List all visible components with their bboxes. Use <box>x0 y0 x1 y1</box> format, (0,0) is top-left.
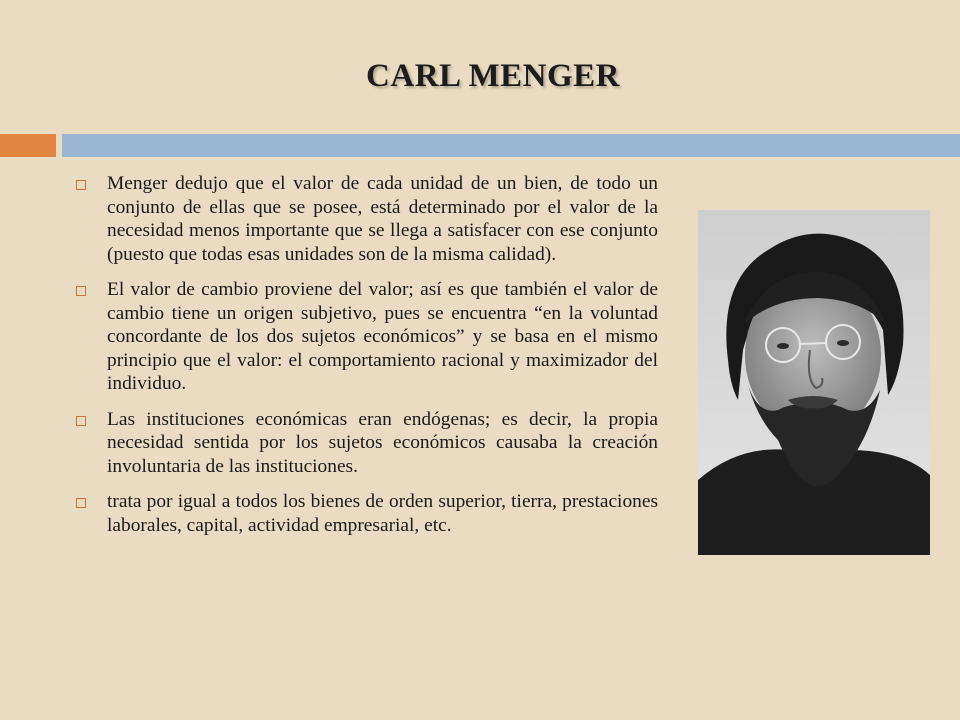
bullet-text: El valor de cambio proviene del valor; así es que también el valor de cambio tiene un origen subjetivo, pues se encuentra “en la voluntad concordante de los dos sujetos económicos” y se basa en el mismo principio que el valor: el comportamiento racional y maximizador del individuo. <box>107 279 658 394</box>
portrait-photo <box>698 210 930 555</box>
bullet-text: trata por igual a todos los bienes de orden superior, tierra, prestaciones laborales, capital, actividad empresarial, etc. <box>107 491 658 536</box>
square-bullet-icon <box>76 416 86 426</box>
bullet-list <box>76 172 658 549</box>
accent-bar-blue <box>62 134 960 157</box>
list-item <box>76 172 658 266</box>
bullet-text: Las instituciones económicas eran endógenas; es decir, la propia necesidad sentida por los sujetos económicos causaba la creación involuntaria de las instituciones. <box>107 408 658 477</box>
list-item <box>76 490 658 537</box>
list-item <box>76 408 658 479</box>
slide-title: CARL MENGER <box>366 58 620 94</box>
list-item <box>76 278 658 396</box>
square-bullet-icon <box>76 498 86 508</box>
bullet-text: Menger dedujo que el valor de cada unidad de un bien, de todo un conjunto de ellas que se posee, está determinado por el valor de la necesidad menos importante que se llega a satisfacer con ese conjunto (puesto que todas esas unidades son de la misma calidad). <box>107 173 658 265</box>
square-bullet-icon <box>76 180 86 190</box>
square-bullet-icon <box>76 286 86 296</box>
accent-bar-orange <box>0 134 56 157</box>
